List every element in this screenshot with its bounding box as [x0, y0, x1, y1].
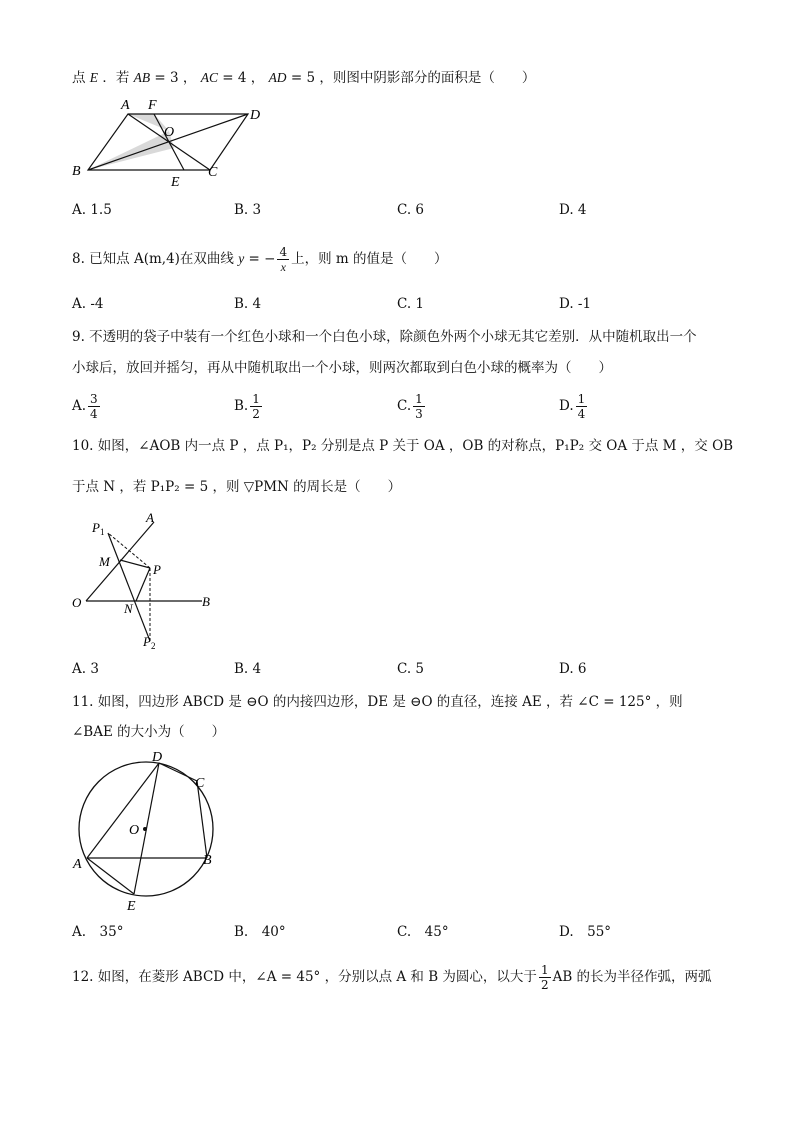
q8-option-d[interactable]: D. -1: [559, 296, 592, 312]
q7-segment-ab: AB: [133, 70, 151, 85]
q7-text: ．若: [102, 70, 130, 86]
q9-option-b[interactable]: [234, 392, 264, 421]
q12-numerator: 1: [540, 963, 549, 977]
q10-segment-p1p2: [108, 533, 150, 641]
q12-text: AB 的长为半径作弧，两弧: [552, 969, 712, 985]
q9-line-2: 小球后，放回并摇匀，再从中随机取出一个小球，则两次都取到白色小球的概率为（ ）: [72, 360, 612, 376]
q12-fraction: [539, 963, 551, 992]
q8-text: 上，则 m 的值是（ ）: [291, 251, 448, 267]
q10-label-p1-main: P: [92, 520, 100, 535]
q10-option-d[interactable]: D. 6: [559, 661, 587, 677]
q7-parallelogram-figure: [66, 94, 276, 190]
q7-label-b: B: [72, 164, 81, 179]
q9-option-label: B.: [234, 398, 249, 414]
q11-line-1: 11. 如图，四边形 ABCD 是 ⊖O 的内接四边形，DE 是 ⊖O 的直径，连接 AE ，若 ∠C = 125° ，则: [72, 694, 683, 710]
q9-option-fraction: [88, 392, 100, 421]
q10-reflection-figure: [66, 508, 226, 654]
q9-denominator: 4: [90, 407, 98, 421]
q12-stem: [72, 960, 712, 994]
q10-label-p1-sub: 1: [99, 527, 105, 537]
q7-label-d: D: [250, 108, 261, 123]
q8-option-c[interactable]: C. 1: [397, 296, 425, 312]
q9-line-1: 9. 不透明的袋子中装有一个红色小球和一个白色小球，除颜色外两个小球无其它差别．从中随机取出一个: [72, 329, 697, 345]
q9-option-label: D.: [559, 398, 574, 414]
q11-label-o: O: [129, 823, 140, 838]
q11-option-d[interactable]: D. 55°: [559, 924, 612, 940]
q12-denominator: 2: [540, 978, 549, 992]
q10-line-1: 10. 如图，∠AOB 内一点 P ，点 P₁，P₂ 分别是点 P 关于 OA ，OB 的对称点，P₁P₂ 交 OA 于点 M ，交 OB: [72, 438, 734, 454]
q10-label-p1: [91, 520, 104, 537]
q7-label-c: C: [208, 165, 218, 180]
q8-var-y: y: [238, 251, 245, 266]
q8-fraction: [277, 245, 289, 274]
q11-option-c[interactable]: C. 45°: [397, 924, 449, 940]
q7-option-a[interactable]: A. 1.5: [72, 202, 112, 218]
q10-label-p2-sub: 2: [150, 641, 156, 651]
q9-numerator: 1: [252, 392, 260, 406]
q10-line-2: 于点 N ，若 P₁P₂ = 5 ，则 ▽PMN 的周长是（ ）: [72, 479, 402, 495]
q10-option-a[interactable]: A. 3: [72, 661, 99, 677]
q10-label-o: O: [72, 595, 82, 610]
q8-stem: [72, 244, 447, 274]
q7-point-e: E: [89, 70, 99, 85]
q7-label-a: A: [121, 98, 130, 113]
q8-option-b[interactable]: B. 4: [234, 296, 262, 312]
q9-option-label: A.: [72, 398, 87, 414]
q9-option-fraction: [250, 392, 262, 421]
q12-text: 12. 如图，在菱形 ABCD 中，∠A = 45° ，分别以点 A 和 B 为圆心，以大于: [72, 969, 537, 985]
q10-label-p2: [142, 634, 155, 651]
q10-option-b[interactable]: B. 4: [234, 661, 262, 677]
q7-value: = 5 ，则图中阴影部分的面积是（ ）: [286, 70, 536, 86]
q9-numerator: 3: [90, 392, 98, 406]
q11-label-b: B: [203, 853, 212, 868]
q8-numerator: 4: [279, 245, 288, 259]
q11-option-a[interactable]: A. 35°: [72, 924, 124, 940]
q11-circle-figure: [66, 748, 226, 914]
q7-label-f: F: [148, 98, 157, 113]
q7-segment-ac: AC: [200, 70, 218, 85]
q7-option-d[interactable]: D. 4: [559, 202, 587, 218]
q9-options: [72, 392, 732, 428]
q7-option-b[interactable]: B. 3: [234, 202, 262, 218]
q9-option-fraction: [413, 392, 425, 421]
q11-line-2: ∠BAE 的大小为（ ）: [72, 724, 226, 740]
q7-value: = 4 ，: [217, 70, 265, 86]
q11-chord-dc: [159, 763, 197, 781]
q10-segment-pn: [136, 568, 150, 601]
q8-options: [72, 296, 732, 316]
q7-value: = 3 ，: [150, 70, 197, 86]
q9-option-c[interactable]: [397, 392, 427, 421]
q9-option-label: C.: [397, 398, 412, 414]
q10-label-b: B: [202, 594, 210, 609]
q11-chord-ad: [87, 763, 159, 858]
q9-option-a[interactable]: [72, 392, 102, 421]
q7-label-e: E: [171, 175, 180, 190]
q7-options: [72, 202, 732, 222]
q8-option-a[interactable]: A. -4: [72, 296, 104, 312]
q10-label-p: P: [153, 562, 161, 577]
q11-chord-ae: [87, 858, 134, 894]
q7-option-c[interactable]: C. 6: [397, 202, 425, 218]
q7-stem: [72, 68, 535, 88]
q10-label-n: N: [124, 601, 133, 616]
q10-options: [72, 661, 732, 681]
q10-option-c[interactable]: C. 5: [397, 661, 425, 677]
q9-denominator: 3: [415, 407, 423, 421]
q7-text: 点: [72, 70, 86, 86]
q8-equals: = −: [244, 251, 276, 267]
q7-label-o: O: [164, 125, 175, 140]
q7-segment-ad: AD: [268, 70, 287, 85]
q9-option-fraction: [576, 392, 588, 421]
q9-numerator: 1: [577, 392, 586, 406]
q11-label-e: E: [127, 899, 136, 914]
q11-label-d: D: [152, 750, 163, 765]
q8-denominator: x: [280, 260, 286, 274]
q11-label-a: A: [73, 857, 82, 872]
q9-denominator: 2: [252, 407, 260, 421]
q10-label-p2-main: P: [143, 634, 151, 649]
q11-center-point: [143, 827, 147, 831]
q10-label-a: A: [146, 510, 154, 525]
q11-option-b[interactable]: B. 40°: [234, 924, 286, 940]
q9-option-d[interactable]: [559, 392, 589, 421]
q8-text: 8. 已知点 A(m,4)在双曲线: [72, 251, 234, 267]
q9-numerator: 1: [415, 392, 423, 406]
q10-label-m: M: [99, 554, 110, 569]
q11-label-c: C: [195, 776, 205, 791]
q9-denominator: 4: [577, 407, 586, 421]
q11-options: [72, 920, 732, 940]
